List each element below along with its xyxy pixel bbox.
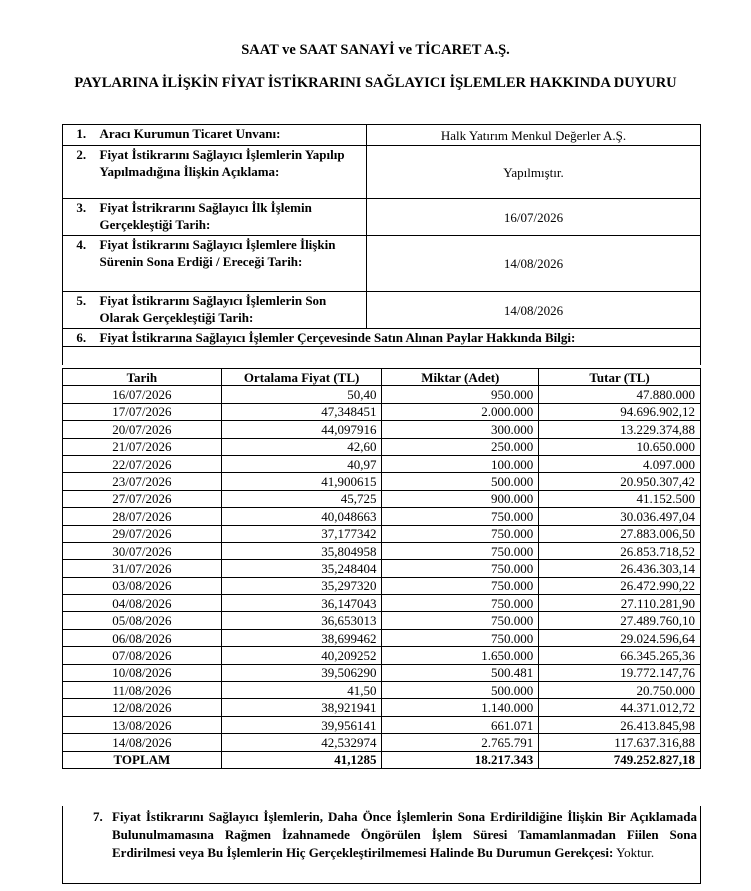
trade-quantity: 1.650.000 — [382, 647, 539, 664]
note-num: 7. — [93, 809, 103, 824]
trade-amount: 4.097.000 — [539, 455, 701, 472]
trade-quantity: 750.000 — [382, 595, 539, 612]
note-label: Fiyat İstikrarını Sağlayıcı İşlemlerin, Daha Önce İşlemlerin Sona Erdirildiğine İlişkin Bir Açıklamada Bulunulmamasına Rağmen İzahnamede Öngörülen İşlem Süresi Tamamlanmadan Fiilen Sona Erdirilmesi veya Bu İşlemlerin Hiç Gerçekleştirilmemesi Halinde Bu Durumun Gerekçesi: — [112, 809, 697, 860]
table-row — [63, 629, 701, 646]
trade-avg-price: 39,956141 — [221, 716, 382, 733]
trade-quantity: 750.000 — [382, 542, 539, 559]
table-row — [63, 560, 701, 577]
note-value: Yoktur. — [616, 845, 655, 860]
table-row — [63, 577, 701, 594]
total-avg-price: 41,1285 — [221, 751, 382, 768]
trade-date: 16/07/2026 — [63, 386, 222, 403]
trade-avg-price: 38,699462 — [221, 629, 382, 646]
trade-quantity: 300.000 — [382, 421, 539, 438]
trade-date: 06/08/2026 — [63, 629, 222, 646]
info-row-4 — [63, 236, 701, 292]
total-label: TOPLAM — [63, 751, 222, 768]
trade-date: 27/07/2026 — [63, 490, 222, 507]
table-row — [63, 490, 701, 507]
trade-quantity: 750.000 — [382, 577, 539, 594]
trade-quantity: 750.000 — [382, 629, 539, 646]
trade-date: 17/07/2026 — [63, 403, 222, 420]
info-value: Halk Yatırım Menkul Değerler A.Ş. — [367, 125, 701, 146]
col-header-amount: Tutar (TL) — [539, 369, 701, 386]
trades-header-row — [63, 369, 701, 386]
trade-amount: 19.772.147,76 — [539, 664, 701, 681]
table-row — [63, 525, 701, 542]
col-header-avg-price: Ortalama Fiyat (TL) — [221, 369, 382, 386]
trade-avg-price: 35,248404 — [221, 560, 382, 577]
trade-amount: 41.152.500 — [539, 490, 701, 507]
table-row — [63, 595, 701, 612]
trade-amount: 29.024.596,64 — [539, 629, 701, 646]
info-num: 4. — [63, 236, 100, 292]
table-row — [63, 386, 701, 403]
trade-quantity: 250.000 — [382, 438, 539, 455]
trade-date: 23/07/2026 — [63, 473, 222, 490]
info-row-2 — [63, 146, 701, 199]
trade-date: 04/08/2026 — [63, 595, 222, 612]
total-quantity: 18.217.343 — [382, 751, 539, 768]
table-row — [63, 682, 701, 699]
table-row — [63, 699, 701, 716]
trade-avg-price: 35,804958 — [221, 542, 382, 559]
table-row — [63, 734, 701, 751]
info-table — [62, 124, 701, 365]
trade-amount: 47.880.000 — [539, 386, 701, 403]
trade-quantity: 1.140.000 — [382, 699, 539, 716]
trade-quantity: 661.071 — [382, 716, 539, 733]
info-value: Yapılmıştır. — [367, 146, 701, 199]
trade-date: 22/07/2026 — [63, 455, 222, 472]
table-row — [63, 716, 701, 733]
table-row — [63, 647, 701, 664]
trade-quantity: 750.000 — [382, 508, 539, 525]
trade-date: 21/07/2026 — [63, 438, 222, 455]
trade-avg-price: 41,900615 — [221, 473, 382, 490]
trade-quantity: 750.000 — [382, 525, 539, 542]
trade-quantity: 100.000 — [382, 455, 539, 472]
table-row — [63, 612, 701, 629]
trade-amount: 27.110.281,90 — [539, 595, 701, 612]
trade-amount: 26.436.303,14 — [539, 560, 701, 577]
trade-amount: 26.853.718,52 — [539, 542, 701, 559]
trade-quantity: 500.000 — [382, 682, 539, 699]
col-header-quantity: Miktar (Adet) — [382, 369, 539, 386]
trades-table — [62, 368, 701, 769]
trade-avg-price: 47,348451 — [221, 403, 382, 420]
info-row-3 — [63, 199, 701, 236]
trade-avg-price: 50,40 — [221, 386, 382, 403]
total-amount: 749.252.827,18 — [539, 751, 701, 768]
trade-avg-price: 42,60 — [221, 438, 382, 455]
spacer-cell — [63, 347, 701, 365]
trade-date: 29/07/2026 — [63, 525, 222, 542]
trade-date: 11/08/2026 — [63, 682, 222, 699]
table-row — [63, 455, 701, 472]
info-value: 14/08/2026 — [367, 292, 701, 329]
trade-avg-price: 36,653013 — [221, 612, 382, 629]
trade-avg-price: 41,50 — [221, 682, 382, 699]
trade-amount: 13.229.374,88 — [539, 421, 701, 438]
trade-quantity: 750.000 — [382, 612, 539, 629]
table-row — [63, 508, 701, 525]
trade-quantity: 500.000 — [382, 473, 539, 490]
trade-avg-price: 40,97 — [221, 455, 382, 472]
trade-date: 13/08/2026 — [63, 716, 222, 733]
trade-quantity: 500.481 — [382, 664, 539, 681]
table-row — [63, 542, 701, 559]
info-row-6 — [63, 329, 701, 347]
info-row-1 — [63, 125, 701, 146]
info-spacer-row — [63, 347, 701, 365]
trade-amount: 20.950.307,42 — [539, 473, 701, 490]
trade-avg-price: 36,147043 — [221, 595, 382, 612]
trade-avg-price: 40,048663 — [221, 508, 382, 525]
trade-amount: 30.036.497,04 — [539, 508, 701, 525]
table-row — [63, 421, 701, 438]
info-label: Fiyat İstikrarını Sağlayıcı İşlemlerin Yapılıp Yapılmadığına İlişkin Açıklama: — [100, 146, 367, 199]
section-7-note — [62, 806, 701, 884]
note-text — [112, 808, 697, 862]
trade-quantity: 2.765.791 — [382, 734, 539, 751]
info-label: Fiyat İstikrarına Sağlayıcı İşlemler Çerçevesinde Satın Alınan Paylar Hakkında Bilgi: — [100, 329, 701, 347]
trade-date: 07/08/2026 — [63, 647, 222, 664]
trade-date: 03/08/2026 — [63, 577, 222, 594]
trade-avg-price: 44,097916 — [221, 421, 382, 438]
trade-amount: 26.472.990,22 — [539, 577, 701, 594]
trade-avg-price: 39,506290 — [221, 664, 382, 681]
trade-avg-price: 42,532974 — [221, 734, 382, 751]
trade-date: 14/08/2026 — [63, 734, 222, 751]
trade-avg-price: 38,921941 — [221, 699, 382, 716]
table-row — [63, 664, 701, 681]
info-row-5 — [63, 292, 701, 329]
trade-amount: 20.750.000 — [539, 682, 701, 699]
trade-amount: 26.413.845,98 — [539, 716, 701, 733]
trade-date: 12/08/2026 — [63, 699, 222, 716]
info-value: 16/07/2026 — [367, 199, 701, 236]
trade-amount: 10.650.000 — [539, 438, 701, 455]
trade-amount: 44.371.012,72 — [539, 699, 701, 716]
trade-date: 31/07/2026 — [63, 560, 222, 577]
trade-amount: 27.489.760,10 — [539, 612, 701, 629]
info-num: 6. — [63, 329, 100, 347]
trade-quantity: 950.000 — [382, 386, 539, 403]
trade-quantity: 900.000 — [382, 490, 539, 507]
table-row — [63, 403, 701, 420]
trade-amount: 94.696.902,12 — [539, 403, 701, 420]
trade-date: 20/07/2026 — [63, 421, 222, 438]
trade-avg-price: 40,209252 — [221, 647, 382, 664]
info-num: 1. — [63, 125, 100, 146]
trade-avg-price: 45,725 — [221, 490, 382, 507]
trades-total-row — [63, 751, 701, 768]
trade-date: 05/08/2026 — [63, 612, 222, 629]
trade-quantity: 750.000 — [382, 560, 539, 577]
trade-amount: 27.883.006,50 — [539, 525, 701, 542]
trade-amount: 66.345.265,36 — [539, 647, 701, 664]
info-num: 3. — [63, 199, 100, 236]
trade-date: 10/08/2026 — [63, 664, 222, 681]
trade-avg-price: 37,177342 — [221, 525, 382, 542]
trade-amount: 117.637.316,88 — [539, 734, 701, 751]
trade-quantity: 2.000.000 — [382, 403, 539, 420]
company-title: SAAT ve SAAT SANAYİ ve TİCARET A.Ş. — [241, 42, 510, 58]
info-num: 2. — [63, 146, 100, 199]
announcement-title: PAYLARINA İLİŞKİN FİYAT İSTİKRARINI SAĞLAYICI İŞLEMLER HAKKINDA DUYURU — [74, 75, 677, 91]
table-row — [63, 473, 701, 490]
info-value: 14/08/2026 — [367, 236, 701, 292]
col-header-date: Tarih — [63, 369, 222, 386]
trade-avg-price: 35,297320 — [221, 577, 382, 594]
info-label: Fiyat İstikrarını Sağlayıcı İşlemlere İlişkin Sürenin Sona Erdiği / Ereceği Tarih: — [100, 236, 367, 292]
info-num: 5. — [63, 292, 100, 329]
info-label: Fiyat İstikrarını Sağlayıcı İşlemlerin Son Olarak Gerçekleştiği Tarih: — [100, 292, 367, 329]
trade-date: 28/07/2026 — [63, 508, 222, 525]
info-label: Fiyat İstrikrarını Sağlayıcı İlk İşlemin Gerçekleştiği Tarih: — [100, 199, 367, 236]
table-row — [63, 438, 701, 455]
trade-date: 30/07/2026 — [63, 542, 222, 559]
info-label: Aracı Kurumun Ticaret Unvanı: — [100, 125, 367, 146]
